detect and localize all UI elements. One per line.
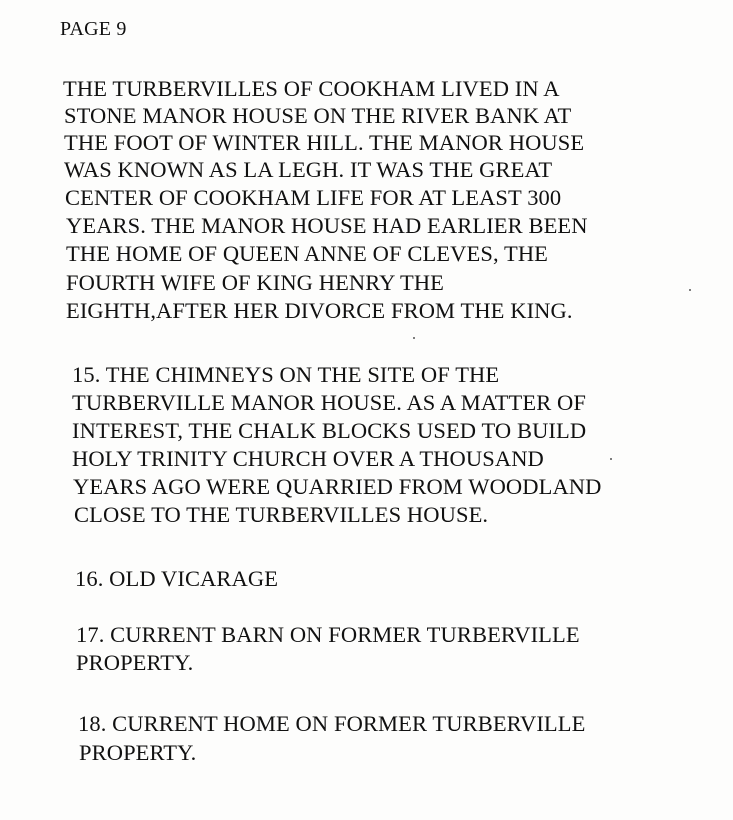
intro-line: WAS KNOWN AS LA LEGH. IT WAS THE GREAT bbox=[64, 157, 553, 182]
intro-line: THE FOOT OF WINTER HILL. THE MANOR HOUSE bbox=[64, 130, 585, 155]
scan-speck bbox=[413, 337, 415, 339]
item-15-line: CLOSE TO THE TURBERVILLES HOUSE. bbox=[74, 502, 489, 527]
intro-line: EIGHTH,AFTER HER DIVORCE FROM THE KING. bbox=[66, 298, 573, 323]
scan-speck bbox=[610, 458, 612, 460]
intro-line: THE HOME OF QUEEN ANNE OF CLEVES, THE bbox=[66, 241, 549, 266]
item-15-line: HOLY TRINITY CHURCH OVER A THOUSAND bbox=[72, 446, 544, 471]
item-18-line: PROPERTY. bbox=[79, 740, 197, 765]
item-18-line: 18. CURRENT HOME ON FORMER TURBERVILLE bbox=[78, 711, 586, 736]
item-17-line: 17. CURRENT BARN ON FORMER TURBERVILLE bbox=[76, 622, 580, 647]
item-15-line: INTEREST, THE CHALK BLOCKS USED TO BUILD bbox=[72, 418, 587, 443]
item-15-line: YEARS AGO WERE QUARRIED FROM WOODLAND bbox=[73, 474, 602, 499]
page-number: PAGE 9 bbox=[60, 18, 127, 40]
intro-line: FOURTH WIFE OF KING HENRY THE bbox=[66, 270, 445, 295]
item-15-line: 15. THE CHIMNEYS ON THE SITE OF THE bbox=[72, 362, 500, 387]
intro-line: THE TURBERVILLES OF COOKHAM LIVED IN A bbox=[63, 76, 560, 101]
item-15-line: TURBERVILLE MANOR HOUSE. AS A MATTER OF bbox=[72, 390, 587, 415]
intro-line: STONE MANOR HOUSE ON THE RIVER BANK AT bbox=[64, 103, 572, 128]
item-16-line: 16. OLD VICARAGE bbox=[75, 566, 279, 591]
intro-line: CENTER OF COOKHAM LIFE FOR AT LEAST 300 bbox=[65, 185, 562, 210]
scan-speck bbox=[689, 289, 691, 291]
intro-line: YEARS. THE MANOR HOUSE HAD EARLIER BEEN bbox=[66, 213, 588, 238]
item-17-line: PROPERTY. bbox=[76, 650, 194, 675]
